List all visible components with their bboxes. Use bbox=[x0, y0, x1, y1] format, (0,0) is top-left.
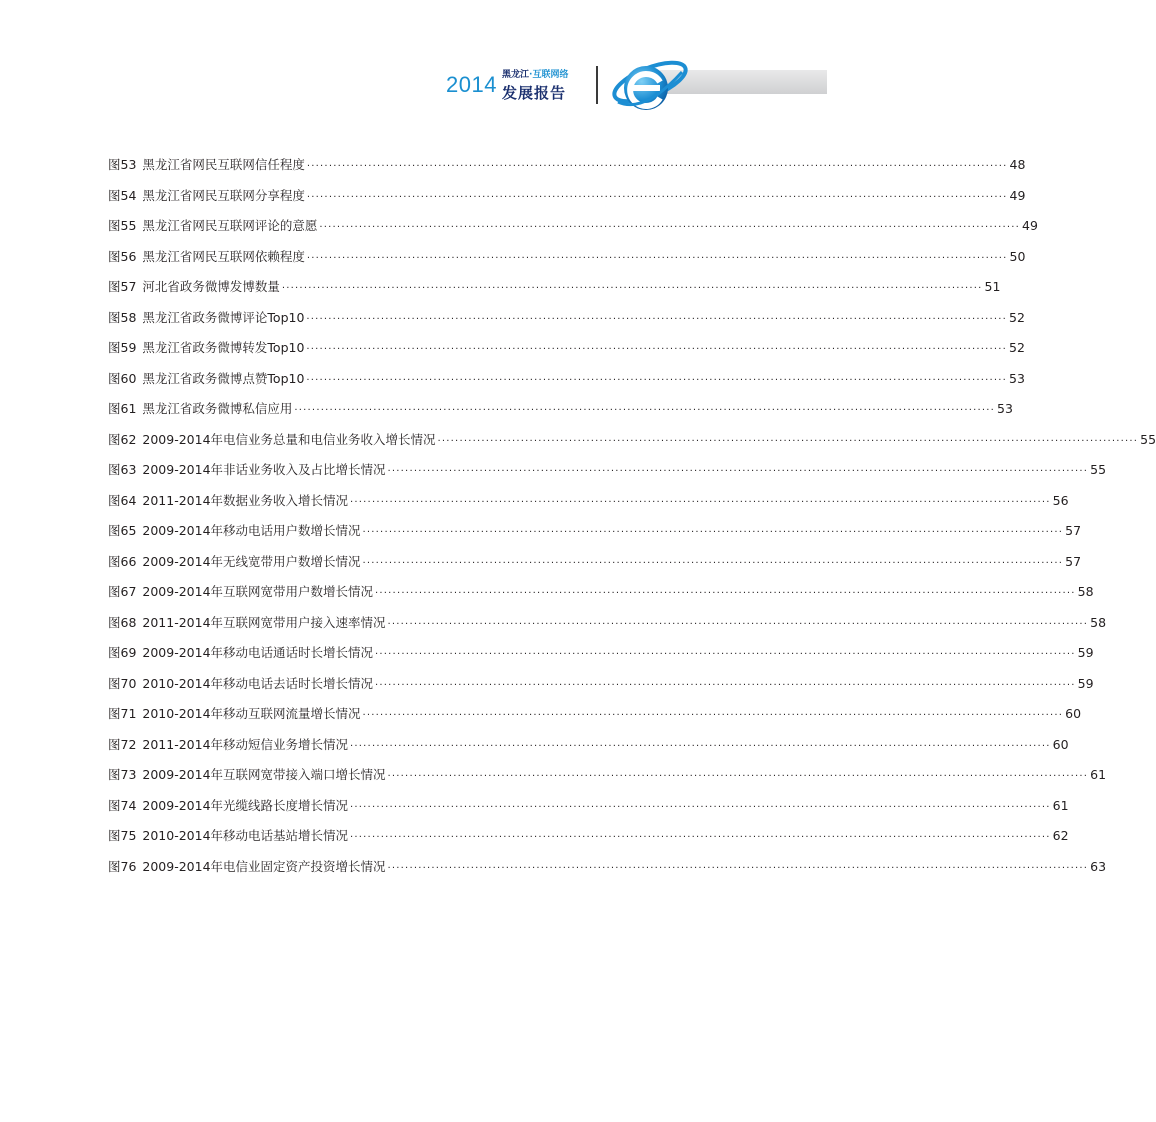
figure-number: 图73 bbox=[108, 767, 137, 782]
header-divider bbox=[596, 66, 598, 104]
figure-title: 黑龙江省政务微博点赞Top10 bbox=[142, 370, 305, 386]
page-number: 51 bbox=[984, 279, 1001, 294]
figure-title: 河北省政务微博发博数量 bbox=[142, 279, 280, 294]
toc-entry[interactable] bbox=[108, 760, 1107, 791]
dot-leader: ································································································································································ bbox=[350, 801, 1051, 813]
figure-title: 2009-2014年无线宽带用户数增长情况 bbox=[142, 553, 361, 569]
figure-number: 图75 bbox=[108, 828, 137, 843]
page-number: 52 bbox=[1009, 340, 1025, 355]
toc-entry[interactable] bbox=[108, 425, 1156, 456]
toc-entry[interactable] bbox=[108, 577, 1094, 608]
figure-title: 2009-2014年移动电话用户数增长情况 bbox=[142, 523, 361, 538]
figure-title: 2009-2014年电信业务总量和电信业务收入增长情况 bbox=[142, 431, 436, 447]
toc-entry[interactable] bbox=[108, 181, 1026, 212]
toc-entry[interactable] bbox=[108, 699, 1082, 730]
dot-leader: ································································································································································ bbox=[306, 374, 1007, 386]
dot-leader: ································································································································································ bbox=[375, 679, 1076, 691]
dot-leader: ································································································································································ bbox=[294, 405, 996, 416]
page-number: 58 bbox=[1077, 584, 1094, 599]
figure-title: 黑龙江省政务微博转发Top10 bbox=[142, 340, 305, 355]
dot-leader: ································································································································································ bbox=[350, 832, 1051, 843]
figure-title: 2009-2014年电信业固定资产投资增长情况 bbox=[142, 858, 386, 874]
report-title: 发展报告 bbox=[502, 84, 567, 102]
dot-leader: ································································································································································ bbox=[387, 618, 1089, 630]
figure-number: 图67 bbox=[108, 584, 137, 599]
toc-entry[interactable] bbox=[108, 333, 1025, 364]
figure-title: 2009-2014年互联网宽带用户数增长情况 bbox=[142, 584, 374, 599]
figure-number: 图74 bbox=[108, 797, 137, 813]
dot-leader: ································································································································································ bbox=[350, 740, 1051, 752]
figure-title: 黑龙江省政务微博评论Top10 bbox=[142, 309, 305, 325]
toc-entry[interactable] bbox=[108, 364, 1025, 395]
page-number: 60 bbox=[1052, 736, 1069, 752]
report-year: 2014 bbox=[446, 72, 497, 97]
dot-leader: ································································································································································ bbox=[281, 283, 983, 294]
dot-leader: ································································································································································ bbox=[362, 557, 1064, 569]
subtitle-separator: · bbox=[529, 70, 533, 80]
figure-number: 图53 bbox=[108, 157, 137, 172]
internet-e-logo-icon bbox=[604, 52, 692, 118]
figure-number: 图70 bbox=[108, 675, 137, 691]
toc-entry[interactable] bbox=[108, 211, 1038, 242]
internet-label: 互联网络 bbox=[532, 70, 569, 80]
dot-leader: ································································································································································ bbox=[375, 649, 1076, 660]
figure-number: 图65 bbox=[108, 523, 137, 538]
figure-number: 图54 bbox=[108, 187, 137, 203]
figure-number: 图59 bbox=[108, 340, 137, 355]
figure-title: 2009-2014年非话业务收入及占比增长情况 bbox=[142, 462, 386, 477]
toc-entry[interactable] bbox=[108, 516, 1082, 547]
figure-number: 图60 bbox=[108, 370, 137, 386]
page-header bbox=[0, 0, 827, 130]
page-number: 56 bbox=[1052, 492, 1069, 508]
toc-entry[interactable] bbox=[108, 486, 1069, 517]
toc-entry[interactable] bbox=[108, 455, 1107, 486]
toc-entry[interactable] bbox=[108, 852, 1107, 883]
figure-number: 图71 bbox=[108, 706, 137, 721]
page-number: 50 bbox=[1009, 248, 1026, 264]
dot-leader: ································································································································································ bbox=[306, 191, 1008, 203]
figure-number: 图58 bbox=[108, 309, 137, 325]
toc-entry[interactable] bbox=[108, 547, 1082, 578]
toc-entry[interactable] bbox=[108, 303, 1025, 334]
figure-title: 黑龙江省网民互联网信任程度 bbox=[142, 157, 305, 172]
dot-leader: ································································································································································ bbox=[306, 161, 1008, 172]
dot-leader: ································································································································································ bbox=[375, 588, 1076, 599]
figure-number: 图69 bbox=[108, 645, 137, 660]
figure-title: 2010-2014年移动电话基站增长情况 bbox=[142, 828, 349, 843]
figure-title: 黑龙江省网民互联网依赖程度 bbox=[142, 248, 305, 264]
figure-title: 2009-2014年互联网宽带接入端口增长情况 bbox=[142, 767, 386, 782]
report-subtitle bbox=[502, 70, 568, 80]
page-number: 61 bbox=[1090, 767, 1107, 782]
figure-number: 图57 bbox=[108, 279, 137, 294]
toc-entry[interactable] bbox=[108, 638, 1094, 669]
page-number: 55 bbox=[1090, 462, 1107, 477]
figure-title: 2009-2014年移动电话通话时长增长情况 bbox=[142, 645, 374, 660]
figure-number: 图68 bbox=[108, 614, 137, 630]
page-number: 59 bbox=[1077, 675, 1094, 691]
figure-list bbox=[108, 150, 1156, 882]
page-number: 61 bbox=[1052, 797, 1069, 813]
toc-entry[interactable] bbox=[108, 150, 1026, 181]
page-number: 62 bbox=[1052, 828, 1069, 843]
dot-leader: ································································································································································ bbox=[387, 466, 1089, 477]
dot-leader: ································································································································································ bbox=[350, 496, 1051, 508]
toc-entry[interactable] bbox=[108, 821, 1069, 852]
dot-leader: ································································································································································ bbox=[362, 710, 1064, 721]
figure-number: 图64 bbox=[108, 492, 137, 508]
page-number: 55 bbox=[1140, 431, 1156, 447]
dot-leader: ································································································································································ bbox=[306, 344, 1007, 355]
dot-leader: ································································································································································ bbox=[387, 862, 1089, 874]
figure-number: 图66 bbox=[108, 553, 137, 569]
toc-entry[interactable] bbox=[108, 730, 1069, 761]
figure-title: 2011-2014年互联网宽带用户接入速率情况 bbox=[142, 614, 386, 630]
toc-entry[interactable] bbox=[108, 669, 1094, 700]
dot-leader: ································································································································································ bbox=[437, 435, 1139, 447]
figure-title: 黑龙江省网民互联网分享程度 bbox=[142, 187, 305, 203]
toc-entry[interactable] bbox=[108, 394, 1013, 425]
figure-title: 黑龙江省政务微博私信应用 bbox=[142, 401, 293, 416]
page-number: 60 bbox=[1065, 706, 1082, 721]
dot-leader: ································································································································································ bbox=[319, 222, 1021, 233]
page-number: 48 bbox=[1009, 157, 1026, 172]
toc-entry[interactable] bbox=[108, 272, 1001, 303]
page-number: 53 bbox=[1009, 370, 1025, 386]
figure-title: 2011-2014年数据业务收入增长情况 bbox=[142, 492, 349, 508]
page-number: 53 bbox=[997, 401, 1013, 416]
page-number: 49 bbox=[1009, 187, 1026, 203]
toc-entry[interactable] bbox=[108, 242, 1026, 273]
figure-number: 图62 bbox=[108, 431, 137, 447]
figure-title: 2011-2014年移动短信业务增长情况 bbox=[142, 736, 349, 752]
dot-leader: ································································································································································ bbox=[306, 313, 1007, 325]
figure-number: 图63 bbox=[108, 462, 137, 477]
page-number: 57 bbox=[1065, 523, 1082, 538]
dot-leader: ································································································································································ bbox=[306, 252, 1008, 264]
page-number: 63 bbox=[1090, 858, 1107, 874]
figure-number: 图76 bbox=[108, 858, 137, 874]
figure-title: 黑龙江省网民互联网评论的意愿 bbox=[142, 218, 318, 233]
dot-leader: ································································································································································ bbox=[362, 527, 1064, 538]
toc-entry[interactable] bbox=[108, 608, 1107, 639]
figure-number: 图55 bbox=[108, 218, 137, 233]
page-number: 52 bbox=[1009, 309, 1025, 325]
province-name: 黑龙江 bbox=[502, 70, 530, 80]
page-number: 49 bbox=[1022, 218, 1038, 233]
toc-entry[interactable] bbox=[108, 791, 1069, 822]
page-number: 59 bbox=[1077, 645, 1094, 660]
figure-title: 2010-2014年移动电话去话时长增长情况 bbox=[142, 675, 374, 691]
figure-number: 图72 bbox=[108, 736, 137, 752]
dot-leader: ································································································································································ bbox=[387, 771, 1089, 782]
figure-number: 图56 bbox=[108, 248, 137, 264]
figure-number: 图61 bbox=[108, 401, 137, 416]
page-number: 58 bbox=[1090, 614, 1107, 630]
figure-title: 2009-2014年光缆线路长度增长情况 bbox=[142, 797, 349, 813]
figure-title: 2010-2014年移动互联网流量增长情况 bbox=[142, 706, 361, 721]
page-number: 57 bbox=[1065, 553, 1082, 569]
